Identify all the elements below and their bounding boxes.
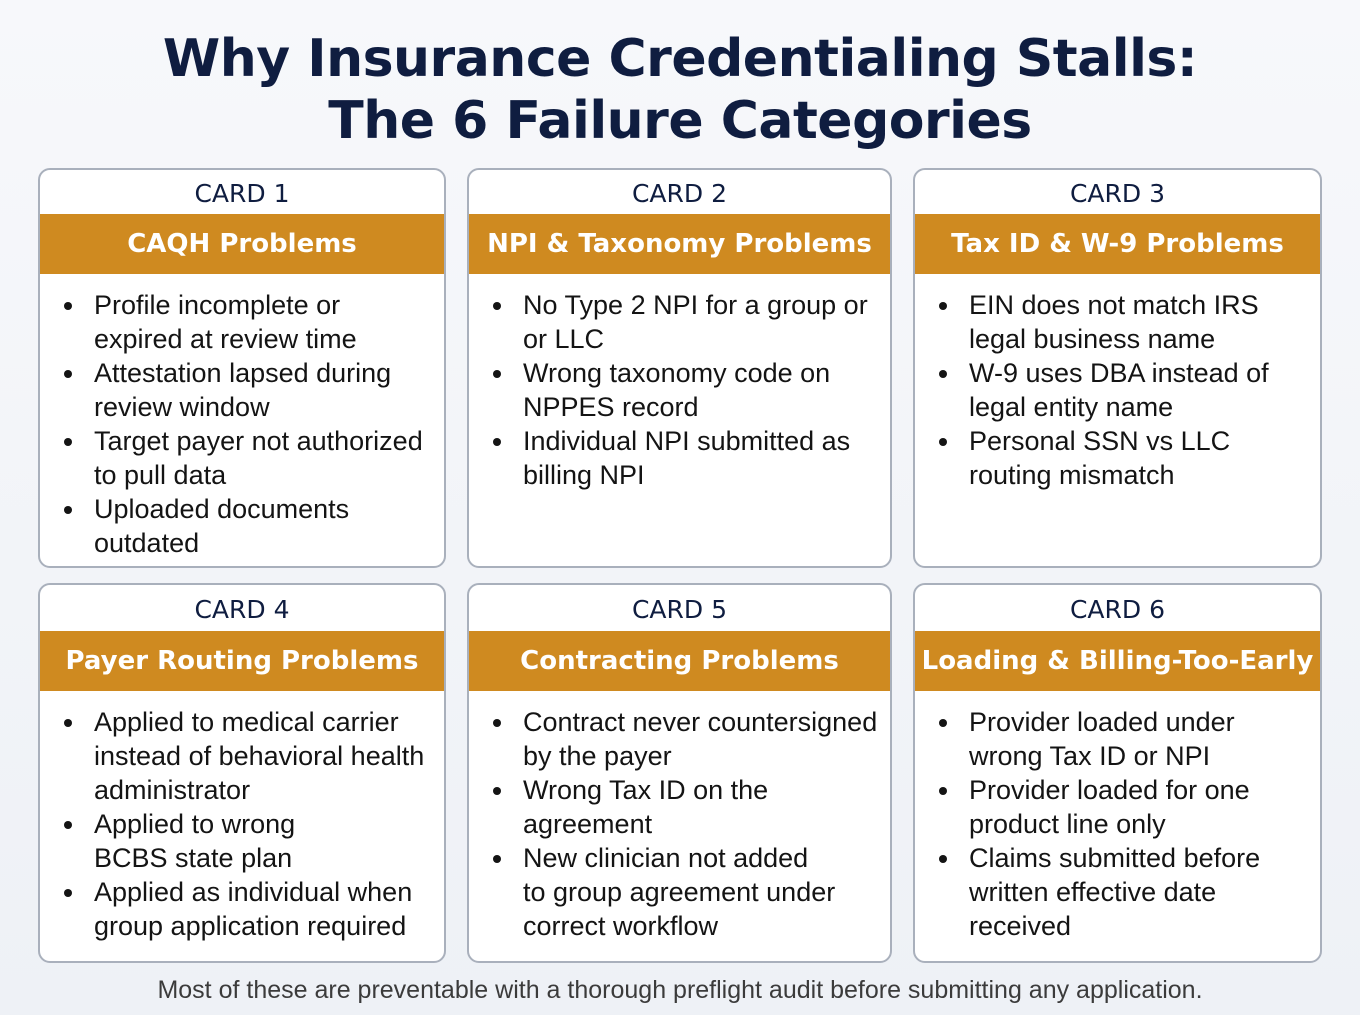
card-bullet-list (40, 274, 444, 560)
list-item: Wrong Tax ID on the agreement (523, 773, 878, 841)
list-item: Profile incomplete or expired at review time (94, 288, 432, 356)
card-2 (467, 168, 892, 568)
list-item: New clinician not added to group agreement under correct workflow (523, 841, 878, 943)
list-item: Claims submitted before written effective date received (969, 841, 1308, 943)
list-item: Individual NPI submitted as billing NPI (523, 424, 878, 492)
list-item: W-9 uses DBA instead of legal entity name (969, 356, 1308, 424)
card-5 (467, 583, 892, 963)
page-title (0, 28, 1360, 152)
list-item: Applied to wrong BCBS state plan (94, 807, 432, 875)
card-heading: Contracting Problems (469, 631, 890, 691)
card-bullet-list (469, 691, 890, 943)
card-1 (38, 168, 446, 568)
list-item: No Type 2 NPI for a group or or LLC (523, 288, 878, 356)
card-bullet-list (40, 691, 444, 943)
title-line-1: Why Insurance Credentialing Stalls: (162, 29, 1198, 89)
card-number: CARD 4 (194, 595, 290, 624)
list-item: Wrong taxonomy code on NPPES record (523, 356, 878, 424)
card-4 (38, 583, 446, 963)
list-item: EIN does not match IRS legal business name (969, 288, 1308, 356)
card-number: CARD 3 (1069, 179, 1166, 208)
footer-note: Most of these are preventable with a thorough preflight audit before submitting any application. (157, 976, 1203, 1004)
card-6 (913, 583, 1322, 963)
list-item: Uploaded documents outdated (94, 492, 432, 560)
card-bullet-list (915, 691, 1320, 943)
list-item: Target payer not authorized to pull data (94, 424, 432, 492)
list-item: Applied as individual when group application required (94, 875, 432, 943)
list-item: Attestation lapsed during review window (94, 356, 432, 424)
list-item: Provider loaded for one product line only (969, 773, 1308, 841)
card-heading: Loading & Billing-Too-Early (915, 631, 1320, 691)
card-number: CARD 5 (631, 595, 728, 624)
card-number: CARD 2 (631, 179, 728, 208)
list-item: Applied to medical carrier instead of behavioral health administrator (94, 705, 432, 807)
list-item: Personal SSN vs LLC routing mismatch (969, 424, 1308, 492)
card-heading: CAQH Problems (40, 214, 444, 274)
card-heading: NPI & Taxonomy Problems (469, 214, 890, 274)
card-heading: Tax ID & W-9 Problems (915, 214, 1320, 274)
list-item: Contract never countersigned by the payer (523, 707, 878, 771)
card-heading: Payer Routing Problems (40, 631, 444, 691)
card-number: CARD 1 (194, 179, 290, 208)
card-3 (913, 168, 1322, 568)
card-bullet-list (915, 274, 1320, 492)
title-line-2: The 6 Failure Categories (328, 91, 1032, 151)
card-bullet-list (469, 274, 890, 492)
list-item: Provider loaded under wrong Tax ID or NPI (969, 705, 1308, 773)
card-number: CARD 6 (1069, 595, 1166, 624)
